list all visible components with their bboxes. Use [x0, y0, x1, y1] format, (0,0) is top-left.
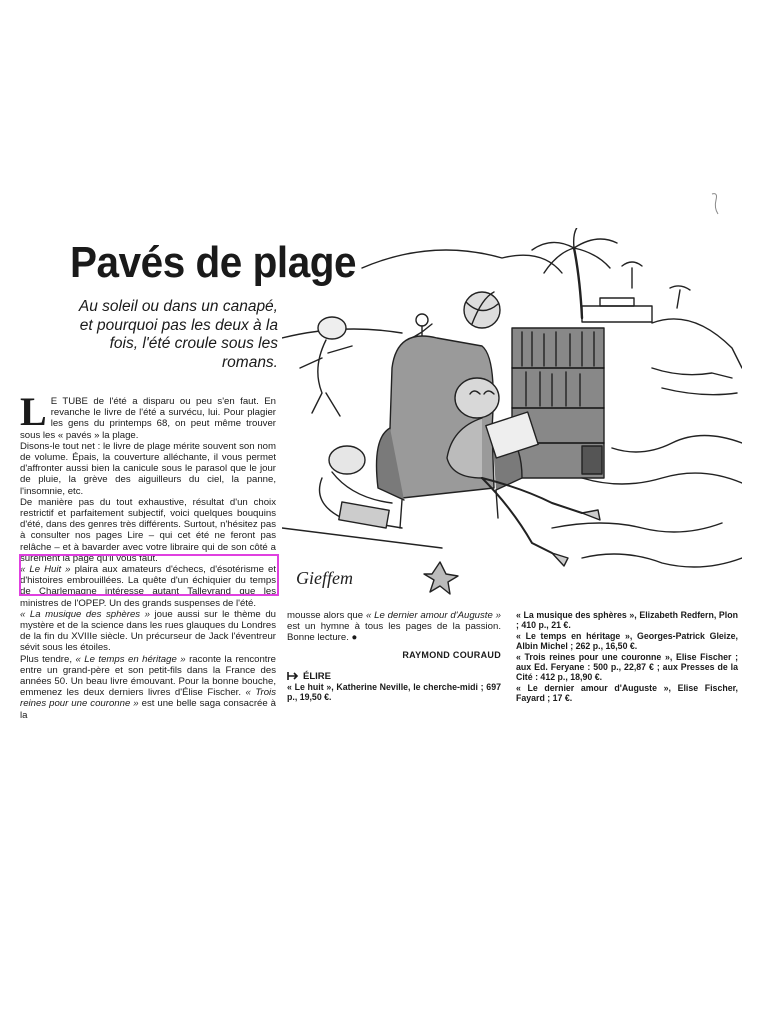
paragraph-5 — [20, 609, 276, 654]
highlight-box — [19, 554, 279, 596]
paragraph-3: De manière pas du tout exhaustive, résultat d'un choix restrictif et parfaitement subjectif, voici quelques bouquins d'été, dans des genres très différents. Surtout, n'hésitez pas à consulter nos pages Lire – qui cet été ne feront pas relâche – et à bavarder avec votre libraire qui de son côté a sûrement la page qu'il vous faut. — [20, 496, 276, 564]
lire-label: ÉLIRE — [303, 670, 331, 682]
reference-item: « Le dernier amour d'Auguste », Elise Fischer, Fayard ; 17 €. — [516, 682, 738, 704]
reference-list-1 — [287, 682, 501, 703]
reference-item: « Trois reines pour une couronne », Elise Fischer ; aux Ed. Feryane : 500 p., 22,87 € ; aux Presses de la Cité : 412 p., 18,90 €. — [516, 651, 738, 683]
closing-text-b: est un hymne à tous les pages de la passion. Bonne lecture. ● — [287, 621, 501, 644]
drop-cap: L — [20, 389, 47, 434]
paragraph-2: Disons-le tout net : le livre de plage mérite souvent son nom de volume. Épais, la couverture alléchante, il vous permet d'affronter aussi bien la canicule sous le parasol que le jour de pluie, la grève des aiguilleurs du ciel, la panne, l'insomnie, etc. — [20, 440, 276, 497]
lire-heading — [287, 671, 501, 682]
reference-item: « La musique des sphères », Elizabeth Redfern, Plon ; 410 p., 21 €. — [516, 610, 738, 631]
article-lede: Au soleil ou dans un canapé, et pourquoi pas les deux à la fois, l'été croule sous les romans. — [78, 298, 278, 371]
book-title-dernier-amour: « Le dernier amour d'Auguste » — [365, 610, 501, 621]
book-title-musique: « La musique des sphères » — [20, 608, 150, 620]
paragraph-6-text-b: raconte la rencontre entre un grand-père et son petit-fils dans la France des années 50. Un beau livre émouvant. Pour la bonne bouche, emmenez les deux derniers livres d'Élise Fischer. — [20, 653, 276, 699]
paragraph-4-text: plaira aux amateurs d'échecs, d'ésotérisme et d'histoires embrouillées. La quête d'un échiquier du temps de Charlemagne intéresse autant Talleyrand que les ministres de l'OPEP. Un des grands suspenses de l'été. — [20, 564, 277, 609]
book-title-le-huit: « Le Huit » — [20, 564, 71, 576]
paragraph-6-text-a: Plus tendre, — [20, 653, 76, 665]
closing-paragraph — [287, 610, 501, 644]
scan-speck-icon — [706, 190, 726, 218]
cartoonist-signature: Gieffem — [296, 568, 353, 588]
paragraph-6 — [20, 654, 276, 721]
article-column-2 — [287, 610, 501, 703]
paragraph-1 — [20, 389, 276, 441]
book-title-temps: « Le temps en héritage » — [75, 653, 186, 665]
paragraph-5-text: joue aussi sur le thème du mystère et de la science dans les rues glauques du Londres de la fin du XVIIIe siècle. Un précurseur de Jack l'éventreur sévit sous les étoiles. — [20, 608, 276, 654]
paragraph-1-text: E TUBE de l'été a disparu ou peu s'en faut. En revanche le livre de l'été a survécu, lui. Pour plagier les gens du printemps 68, on peut même trouver sous les « pavés » la plage. — [20, 396, 276, 441]
article-title: Pavés de plage — [70, 238, 357, 287]
reference-list-2 — [516, 610, 738, 704]
reference-item: « Le temps en héritage », Georges-Patrick Gleize, Albin Michel ; 262 p., 16,50 €. — [516, 630, 738, 652]
arrow-icon — [287, 671, 299, 681]
reference-item: « Le huit », Katherine Neville, le cherche-midi ; 697 p., 19,50 €. — [287, 682, 501, 703]
author-signature: RAYMOND COURAUD — [402, 649, 501, 660]
paragraph-6-text-c: est une belle saga consacrée à la — [20, 698, 276, 721]
beach-reading-cartoon — [282, 228, 742, 600]
closing-text-a: mousse alors que — [287, 610, 366, 621]
book-title-trois-reines: « Trois reines pour une couronne » — [20, 687, 276, 710]
